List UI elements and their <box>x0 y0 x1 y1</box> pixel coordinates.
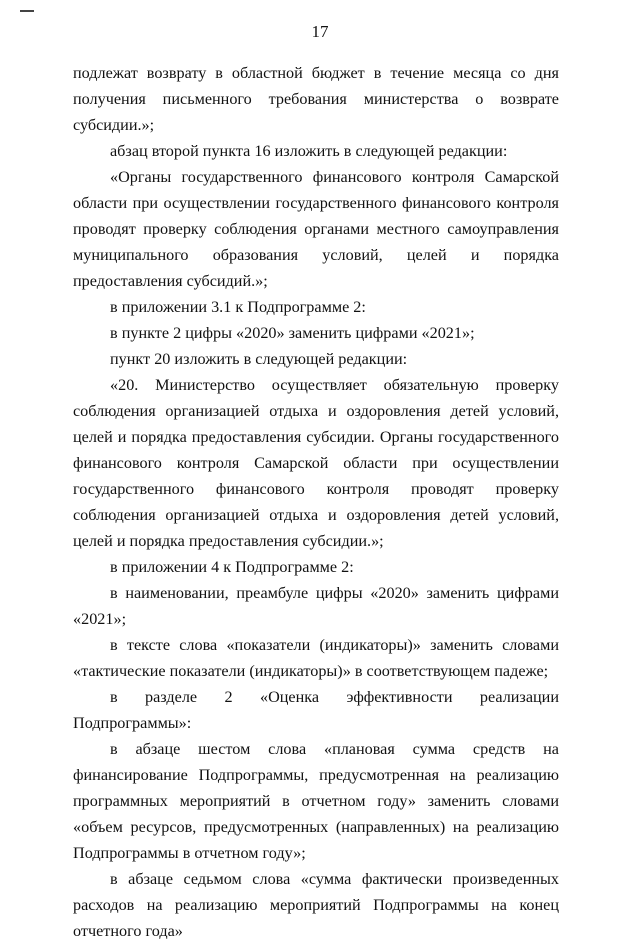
paragraph: в разделе 2 «Оценка эффективности реализации Подпрограммы»: <box>73 688 559 732</box>
paragraph: в наименовании, преамбуле цифры «2020» заменить цифрами «2021»; <box>73 584 559 628</box>
paragraph: в пункте 2 цифры «2020» заменить цифрами «2021»; <box>110 324 475 342</box>
paragraph: абзац второй пункта 16 изложить в следующей редакции: <box>110 142 508 160</box>
scan-corner-mark <box>20 10 34 12</box>
paragraph: подлежат возврату в областной бюджет в течение месяца со дня получения письменного требования министерства о возврате субсидии.»; <box>73 64 559 134</box>
paragraph: в тексте слова «показатели (индикаторы)» заменить словами «тактические показатели (индикаторы)» в соответствующем падеже; <box>73 636 559 680</box>
paragraph: в приложении 3.1 к Подпрограмме 2: <box>110 298 366 316</box>
page-number: 17 <box>311 22 329 41</box>
document-body <box>73 60 559 944</box>
paragraph: «20. Министерство осуществляет обязательную проверку соблюдения организацией отдыха и оздоровления детей условий, целей и порядка предоставления субсидии. Органы государственного финансового контроля Самарской области при осуществлении государственного финансового контроля проводят проверку соблюдения организацией отдыха и оздоровления детей условий, целей и порядка предоставления субсидии.»; <box>73 376 559 550</box>
paragraph: в приложении 4 к Подпрограмме 2: <box>110 558 354 576</box>
paragraph: в абзаце седьмом слова «сумма фактически произведенных расходов на реализацию мероприятий Подпрограммы на конец отчетного года» <box>73 870 559 940</box>
paragraph: в абзаце шестом слова «плановая сумма средств на финансирование Подпрограммы, предусмотренная на реализацию программных мероприятий в отчетном году» заменить словами «объем ресурсов, предусмотренных (направленных) на реализацию Подпрограммы в отчетном году»; <box>73 740 559 862</box>
paragraph: «Органы государственного финансового контроля Самарской области при осуществлении государственного финансового контроля проводят проверку соблюдения органами местного самоуправления муниципального образования условий, целей и порядка предоставления субсидий.»; <box>73 168 559 290</box>
paragraph: пункт 20 изложить в следующей редакции: <box>110 350 408 368</box>
